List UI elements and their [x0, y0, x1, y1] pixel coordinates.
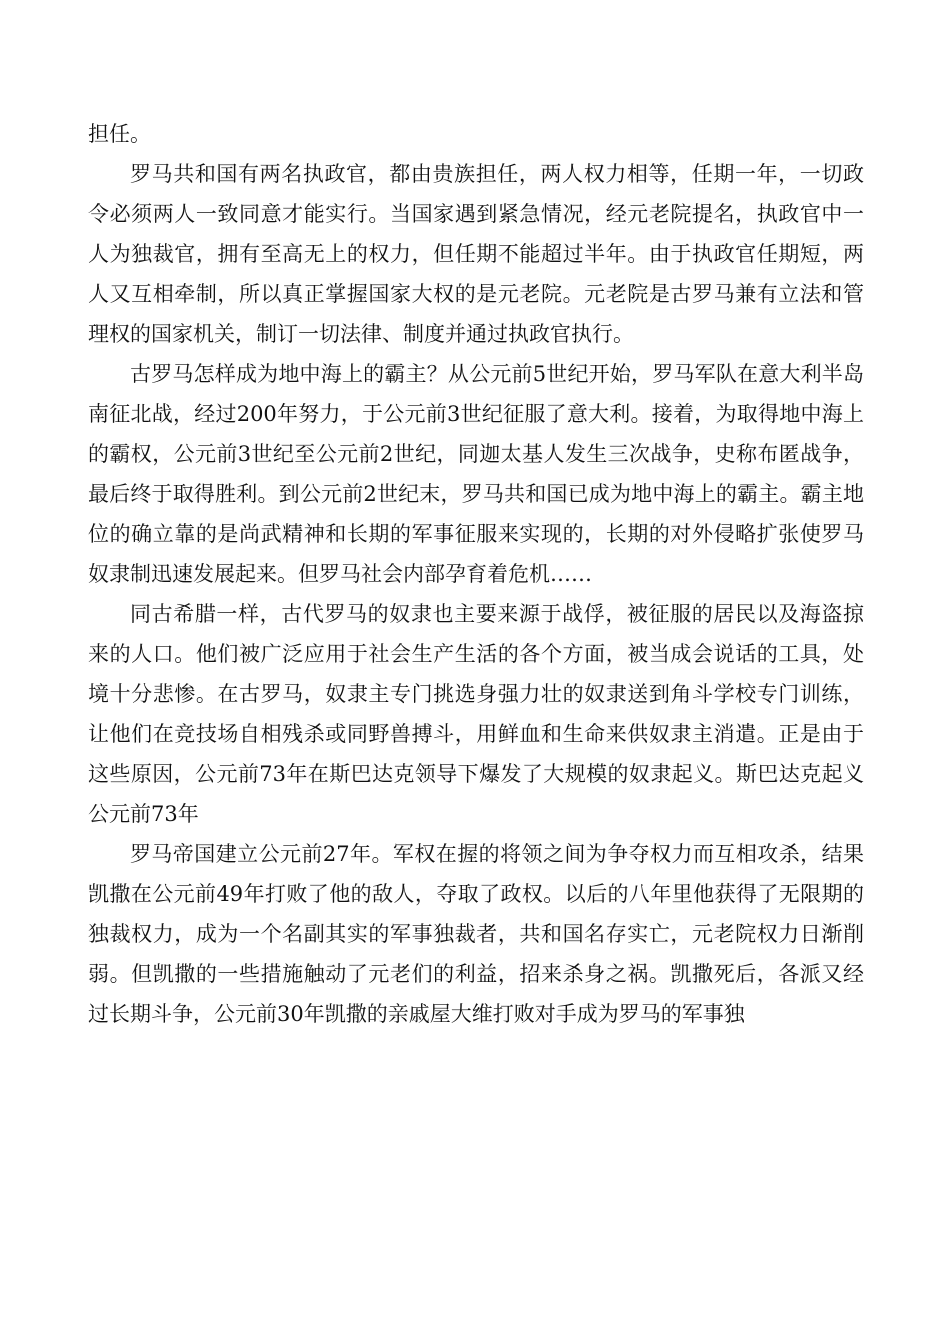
paragraph-roman-empire: 罗马帝国建立公元前27年。军权在握的将领之间为争夺权力而互相攻杀，结果凯撒在公元前49年打败了他的敌人，夺取了政权。以后的八年里他获得了无限期的独裁权力，成为一个名副其实的军事独裁者，共和国名存实亡，元老院权力日渐削弱。但凯撒的一些措施触动了元老们的利益，招来杀身之祸。凯撒死后，各派又经过长期斗争，公元前30年凯撒的亲戚屋大维打败对手成为罗马的军事独: [88, 842, 864, 1026]
paragraph-consuls: 罗马共和国有两名执政官，都由贵族担任，两人权力相等，任期一年，一切政令必须两人一致同意才能实行。当国家遇到紧急情况，经元老院提名，执政官中一人为独裁官，拥有至高无上的权力，但任期不能超过半年。由于执政官任期短，两人又互相牵制，所以真正掌握国家大权的是元老院。元老院是古罗马兼有立法和管理权的国家机关，制订一切法律、制度并通过执政官执行。: [88, 162, 864, 346]
body-text: [88, 114, 864, 1034]
paragraph-mediterranean-hegemony: 古罗马怎样成为地中海上的霸主？从公元前5世纪开始，罗马军队在意大利半岛南征北战，经过200年努力，于公元前3世纪征服了意大利。接着，为取得地中海上的霸权，公元前3世纪至公元前2世纪，同迦太基人发生三次战争，史称布匿战争，最后终于取得胜利。到公元前2世纪末，罗马共和国已成为地中海上的霸主。霸主地位的确立靠的是尚武精神和长期的军事征服来实现的，长期的对外侵略扩张使罗马奴隶制迅速发展起来。但罗马社会内部孕育着危机……: [88, 362, 864, 586]
paragraph-continuation: 担任。: [88, 122, 151, 146]
paragraph-slaves-spartacus: 同古希腊一样，古代罗马的奴隶也主要来源于战俘，被征服的居民以及海盗掠来的人口。他们被广泛应用于社会生产生活的各个方面，被当成会说话的工具，处境十分悲惨。在古罗马，奴隶主专门挑选身强力壮的奴隶送到角斗学校专门训练，让他们在竞技场自相残杀或同野兽搏斗，用鲜血和生命来供奴隶主消遣。正是由于这些原因，公元前73年在斯巴达克领导下爆发了大规模的奴隶起义。斯巴达克起义公元前73年: [88, 602, 864, 826]
